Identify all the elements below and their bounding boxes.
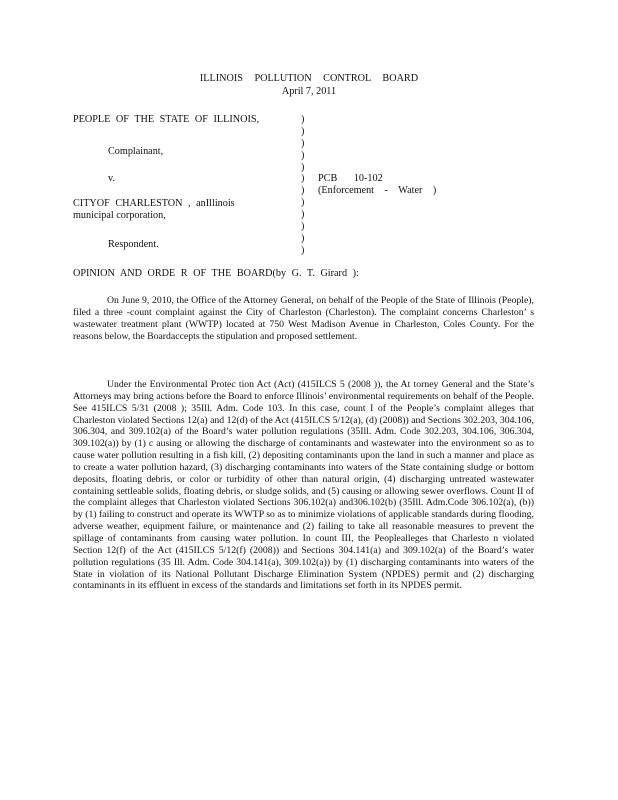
case-type: (Enforcement - Water ): [318, 185, 437, 196]
paragraph-complaint-filed: On June 9, 2010, the Office of the Attorney General, on behalf of the People of the State of Illinois (People), filed a three -count complaint against the City of Charleston (Charleston). The complaint concerns Charleston’ s wastewater treatment plant (WWTP) located at 750 West Madison Avenue in Charleston, Coles County. For the reasons below, the Boardaccepts the stipulation and proposed settlement.: [73, 295, 534, 342]
case-number: PCB 10-102: [318, 173, 383, 184]
complainant-label: Complainant,: [108, 146, 164, 157]
caption-paren: ): [301, 197, 305, 209]
caption-paren: ): [301, 244, 305, 256]
caption-paren: ): [301, 161, 305, 173]
caption-paren: ): [301, 114, 305, 125]
caption-paren: ): [301, 232, 305, 244]
caption-paren: ): [301, 125, 305, 137]
defendant-description: municipal corporation,: [73, 210, 166, 221]
versus-label: v.: [108, 173, 115, 184]
caption-paren: ): [301, 137, 305, 149]
opinion-heading: OPINION AND ORDE R OF THE BOARD(by G. T. Girard ):: [73, 268, 359, 279]
caption-paren: ): [301, 209, 305, 221]
caption-parentheses: [301, 114, 309, 257]
board-title: ILLINOIS POLLUTION CONTROL BOARD: [199, 73, 419, 84]
caption-paren: ): [301, 185, 305, 197]
caption-paren: ): [301, 173, 305, 185]
paragraph-alleged-violations: Under the Environmental Protec tion Act (Act) (415ILCS 5 (2008 )), the At torney General and the State’s Attorneys may bring actions before the Board to enforce Illinois’ environmental requirements on behalf of the People. See 415ILCS 5/31 (2008 ); 35Ill. Adm. Code 103. In this case, count I of the People’s complaint alleges that Charleston violated Sections 12(a) and 12(d) of the Act (415ILCS 5/12(a), (d) (2008)) and Sections 302.203, 304.106, 306.304, and 309.102(a) of the Board’s water pollution regulations (35Ill. Adm. Code 302.203, 304.106, 306.304, 309.102(a)) by (1) c ausing or allowing the discharge of contaminants and wastewater into the environment so as to cause water pollution resulting in a fish kill, (2) depositing contaminants upon the land in such a manner and place as to create a water pollution hazard, (3) discharging contaminants into waters of the State containing sludge or bottom deposits, floating debris, or color or turbidity of other than natural origin, (4) discharging untreated wastewater containing settleable solids, floating debris, or sludge solids, and (5) causing or allowing sewer overflows. Count II of the complaint alleges that Charleston violated Sections 306.102(a) and306.102(b) (35Ill. Adm.Code 306.102(a), (b)) by (1) failing to construct and operate its WWTP so as to minimize violations of applicable standards during flooding, adverse weather, equipment failure, or maintenance and (2) failing to take all reasonable measures to prevent the spillage of contaminants from causing water pollution. In count III, the Peoplealleges that Charlesto n violated Section 12(f) of the Act (415ILCS 5/12(f) (2008)) and Sections 304.141(a) and 309.102(a) of the Board’s water pollution regulations (35 Ill. Adm. Code 304.141(a), 309.102(a)) by (1) discharging contaminants into waters of the State in violation of its National Pollutant Discharge Elimination System (NPDES) permit and (2) discharging contaminants in its effluent in excess of the standards and limitations set forth in its NPDES permit.: [73, 379, 534, 592]
plaintiff-name: PEOPLE OF THE STATE OF ILLINOIS,: [73, 114, 260, 125]
decision-date: April 7, 2011: [281, 86, 337, 97]
caption-paren: ): [301, 149, 305, 161]
respondent-label: Respondent.: [108, 239, 159, 250]
caption-paren: ): [301, 221, 305, 233]
defendant-name: CITYOF CHARLESTON , anIllinois: [73, 198, 235, 209]
